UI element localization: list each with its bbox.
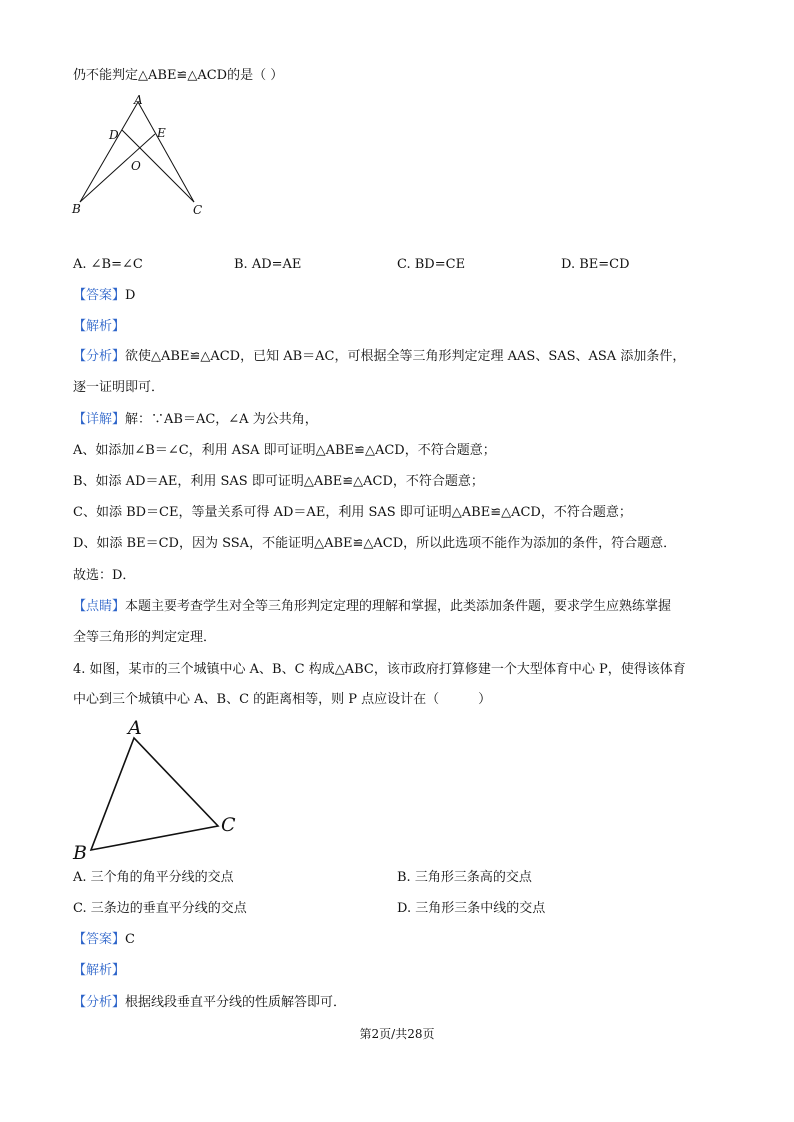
label-B: B (73, 842, 87, 864)
q3-dianjing-1 (73, 598, 671, 616)
segment-AB (80, 102, 138, 202)
label-C: C (221, 814, 236, 836)
fenxi-tag: 【分析】 (73, 349, 126, 364)
q3-xiangjie-4: C、如添 BD＝CE，等量关系可得 AD＝AE，利用 SAS 即可证明△ABE≌△ACD，不符合题意； (73, 505, 632, 520)
q4-stem-1: 4. 如图，某市的三个城镇中心 A、B、C 构成△ABC，该市政府打算修建一个大型体育中心 P，使得该体育 (73, 662, 686, 677)
q4-jiexi: 【解析】 (73, 963, 126, 978)
fenxi-text: 根据线段垂直平分线的性质解答即可． (125, 995, 347, 1010)
q3-xiangjie-1 (73, 411, 318, 429)
segment-BE (80, 134, 155, 202)
q4-option-a: A. 三个角的角平分线的交点 (73, 870, 234, 885)
q4-figure (66, 712, 256, 864)
q3-figure (66, 90, 216, 220)
label-E: E (157, 126, 166, 140)
q4-stem-2: 中心到三个城镇中心 A、B、C 的距离相等，则 P 点应设计在（ ） (73, 692, 492, 707)
q4-option-b: B. 三角形三条高的交点 (397, 870, 532, 885)
label-A: A (128, 717, 142, 739)
q4-option-d: D. 三角形三条中线的交点 (397, 901, 546, 916)
page-footer: 第2页/共28页 (359, 1027, 435, 1041)
label-C: C (193, 203, 203, 217)
answer-tag: 【答案】 (73, 932, 126, 947)
q3-answer (73, 287, 135, 305)
dianjing-tag: 【点睛】 (73, 599, 126, 614)
q3-stem-tail: 仍不能判定△ABE≌△ACD的是（ ） (73, 68, 284, 83)
q3-option-d: D. BE=CD (561, 257, 630, 272)
answer-value: D (125, 288, 136, 303)
q3-guxuan: 故选：D． (73, 568, 136, 583)
label-D: D (109, 128, 119, 142)
label-A: A (134, 93, 143, 107)
q4-fenxi-1 (73, 994, 346, 1012)
answer-tag: 【答案】 (73, 288, 126, 303)
triangle-ABC (91, 738, 218, 850)
q4-answer (73, 931, 135, 949)
q3-option-b: B. AD=AE (234, 257, 302, 272)
xiangjie-text: 解：∵AB＝AC，∠A 为公共角， (125, 412, 318, 427)
q4-option-c: C. 三条边的垂直平分线的交点 (73, 901, 247, 916)
q3-fenxi-2: 逐一证明即可． (73, 380, 165, 395)
xiangjie-tag: 【详解】 (73, 412, 126, 427)
label-O: O (131, 159, 141, 173)
q3-xiangjie-5: D、如添 BE＝CD，因为 SSA，不能证明△ABE≌△ACD，所以此选项不能作为添加的条件，符合题意． (73, 536, 677, 551)
q3-xiangjie-3: B、如添 AD＝AE，利用 SAS 即可证明△ABE≌△ACD，不符合题意； (73, 474, 484, 489)
q3-dianjing-2: 全等三角形的判定定理． (73, 630, 217, 645)
q3-fenxi-1 (73, 348, 685, 366)
dianjing-text: 本题主要考查学生对全等三角形判定定理的理解和掌握，此类添加条件题，要求学生应熟练掌握 (125, 599, 672, 614)
label-B: B (72, 202, 81, 216)
q3-xiangjie-2: A、如添加∠B＝∠C，利用 ASA 即可证明△ABE≌△ACD，不符合题意； (73, 443, 496, 458)
segment-AC (138, 102, 194, 202)
fenxi-tag: 【分析】 (73, 995, 126, 1010)
q3-jiexi: 【解析】 (73, 319, 126, 334)
q3-option-c: C. BD=CE (397, 257, 466, 272)
fenxi-text: 欲使△ABE≌△ACD，已知 AB＝AC，可根据全等三角形判定定理 AAS、SAS、ASA 添加条件， (125, 349, 686, 364)
answer-value: C (125, 932, 135, 947)
q3-option-a: A. ∠B=∠C (73, 257, 143, 272)
